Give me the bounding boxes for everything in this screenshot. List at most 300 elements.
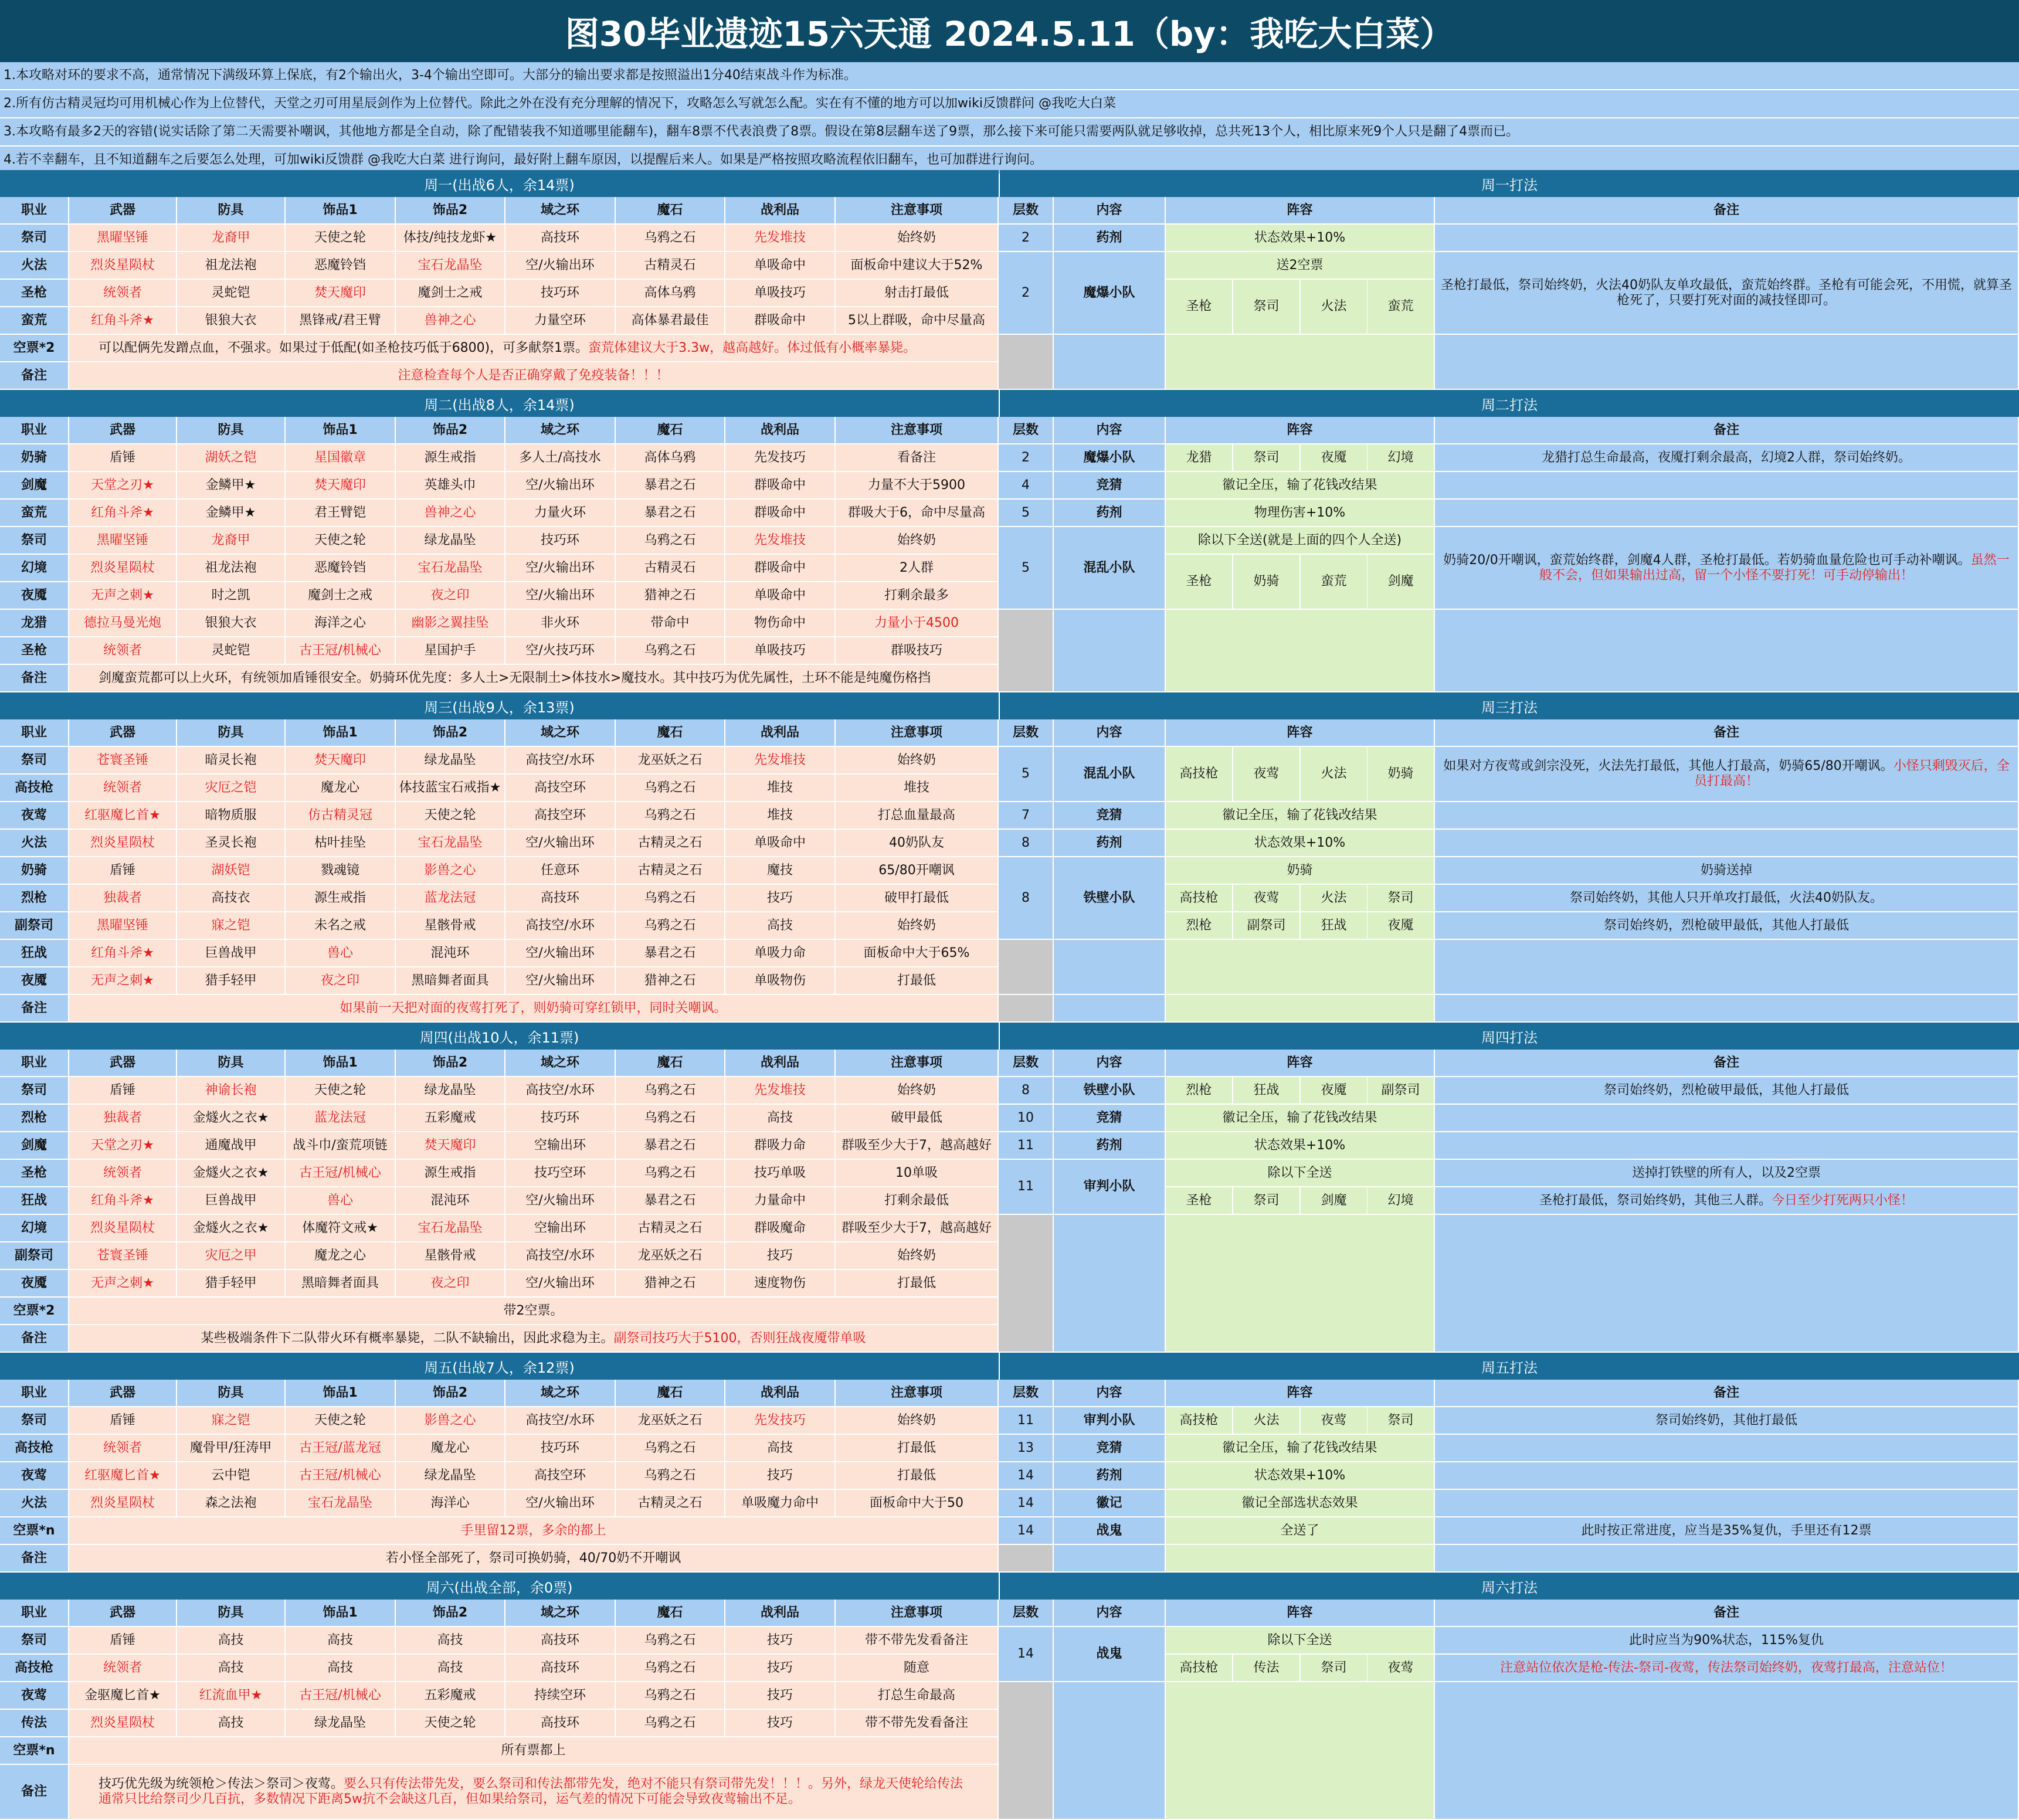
extra-row-text	[201, 1331, 866, 1346]
gear-cell: 高技	[396, 1627, 505, 1655]
gear-cell: 技巧	[725, 1710, 836, 1737]
gear-cell: 空/火输出环	[505, 830, 616, 857]
gear-cell: 盾锤	[69, 1627, 177, 1655]
gear-cell: 堆技	[725, 775, 836, 802]
extra-row-label: 备注	[0, 995, 69, 1023]
strategy-note	[1435, 1627, 2019, 1655]
gear-cell: 灵蛇铠	[177, 637, 286, 665]
lineup-cell: 除以下全送	[1166, 1160, 1435, 1187]
gear-cell: 黑曜坚锤	[69, 225, 177, 252]
lineup-member: 烈枪	[1166, 1077, 1233, 1105]
gear-cell: 战斗巾/蛮荒项链	[286, 1132, 396, 1160]
column-header: 饰品1	[286, 1600, 396, 1627]
extra-row-note	[69, 1765, 999, 1820]
gear-cell: 蓝龙法冠	[396, 885, 505, 912]
gear-cell: 单吸力命	[725, 940, 836, 967]
lineup-cell: 状态效果+10%	[1166, 1462, 1435, 1490]
content-cell	[1054, 995, 1166, 1023]
lineup-cell	[1166, 610, 1435, 692]
extra-row-text	[99, 671, 931, 686]
column-header: 注意事项	[836, 1600, 999, 1627]
gear-cell: 空/火输出环	[505, 1187, 616, 1215]
gear-cell: 技巧	[725, 1682, 836, 1710]
lineup-member: 高技枪	[1166, 1655, 1233, 1682]
layer-cell: 2	[999, 225, 1054, 252]
gear-cell: 非火环	[505, 610, 616, 637]
strategy-note	[1435, 1215, 2019, 1353]
day-strategy-title: 周三打法	[1000, 692, 2019, 719]
gear-cell: 始终奶	[836, 1077, 999, 1105]
lineup-member: 副祭司	[1368, 1077, 1435, 1105]
gear-cell: 蓝龙法冠	[286, 1105, 396, 1132]
strategy-note	[1435, 747, 2019, 802]
role-cell: 蛮荒	[0, 307, 69, 335]
note-text: 技巧优先级为统领枪＞传法＞祭司＞夜莺。	[99, 1777, 344, 1791]
strategy-note-text	[1500, 1661, 1953, 1676]
gear-cell: 始终奶	[836, 1242, 999, 1270]
day-section	[0, 390, 2019, 692]
lineup-member: 圣枪	[1166, 555, 1233, 610]
gear-cell: 无声之刺★	[69, 1270, 177, 1298]
column-header: 武器	[69, 719, 177, 747]
strategy-note	[1435, 1655, 2019, 1682]
content-cell: 竞猜	[1054, 1435, 1166, 1462]
gear-cell: 魔骨甲/狂涛甲	[177, 1435, 286, 1462]
layer-cell: 11	[999, 1132, 1054, 1160]
lineup-member: 蛮荒	[1368, 280, 1435, 335]
gear-cell: 夜之印	[396, 1270, 505, 1298]
gear-cell: 烈炎星陨杖	[69, 1490, 177, 1517]
role-cell: 火法	[0, 830, 69, 857]
layer-cell: 11	[999, 1160, 1054, 1215]
strategy-note-text	[1440, 759, 2013, 789]
lineup-cell: 物理伤害+10%	[1166, 500, 1435, 527]
gear-cell: 天使之轮	[286, 1407, 396, 1435]
extra-row-label: 备注	[0, 362, 69, 390]
role-cell: 圣枪	[0, 280, 69, 307]
gear-cell: 宝石龙晶坠	[286, 1490, 396, 1517]
column-header: 防具	[177, 1600, 286, 1627]
content-cell: 审判小队	[1054, 1407, 1166, 1435]
lineup-member: 祭司	[1368, 885, 1435, 912]
lineup-cell: 徽记全压，输了花钱改结果	[1166, 802, 1435, 830]
lineup-member: 剑魔	[1301, 1187, 1368, 1215]
column-header: 内容	[1054, 1380, 1166, 1407]
extra-row-note	[69, 1545, 999, 1573]
gear-cell: 红角斗斧★	[69, 500, 177, 527]
content-cell	[1054, 335, 1166, 390]
note-text: 若小怪全部死了，祭司可换奶骑，40/70奶不开嘲讽	[385, 1550, 681, 1566]
layer-cell: 14	[999, 1627, 1054, 1682]
gear-cell: 龙巫妖之石	[616, 1407, 725, 1435]
gear-cell: 技巧	[725, 885, 836, 912]
role-cell: 祭司	[0, 1407, 69, 1435]
gear-cell: 金鳞甲★	[177, 500, 286, 527]
column-header: 职业	[0, 1050, 69, 1077]
note-warning-text: 小怪只剩毁灭后，全员打最高！	[1694, 759, 2010, 789]
strategy-note	[1435, 1132, 2019, 1160]
strategy-note	[1435, 472, 2019, 500]
gear-cell: 寐之铠	[177, 912, 286, 940]
lineup-cell: 奶骑	[1166, 857, 1435, 885]
gear-cell: 多人土/高技水	[505, 444, 616, 472]
gear-cell: 统领者	[69, 1435, 177, 1462]
lineup-cell	[1166, 1682, 1435, 1820]
guide-note: 3.本攻略有最多2天的容错(说实话除了第二天需要补嘲讽，其他地方都是全自动，除了配错装我不知道哪里能翻车)，翻车8票不代表浪费了8票。假设在第8层翻车送了9票，那么接下来可能只需要两队就足够收掉，总共死13个人，相比原来死9个人只是翻了4票而已。	[0, 118, 2019, 147]
gear-cell: 面板命中大于65%	[836, 940, 999, 967]
role-cell: 祭司	[0, 747, 69, 775]
gear-cell: 星骸骨戒	[396, 1242, 505, 1270]
lineup-cell: 状态效果+10%	[1166, 225, 1435, 252]
role-cell: 传法	[0, 1710, 69, 1737]
gear-cell: 魔龙心	[396, 1435, 505, 1462]
role-cell: 龙猎	[0, 610, 69, 637]
gear-cell: 兽神之心	[396, 500, 505, 527]
gear-cell: 技巧	[725, 1655, 836, 1682]
strategy-note-text	[1570, 891, 1883, 906]
column-header: 饰品2	[396, 1600, 505, 1627]
strategy-note-text	[1440, 278, 2013, 308]
gear-cell: 乌鸦之石	[616, 802, 725, 830]
gear-cell: 宝石龙晶坠	[396, 252, 505, 280]
day-strategy-title: 周二打法	[1000, 390, 2019, 417]
gear-cell: 金鳞甲★	[177, 472, 286, 500]
content-cell: 铁壁小队	[1054, 1077, 1166, 1105]
gear-cell: 猎手轻甲	[177, 967, 286, 995]
gear-cell: 猎手轻甲	[177, 1270, 286, 1298]
content-cell: 魔爆小队	[1054, 444, 1166, 472]
gear-cell: 单吸技巧	[725, 280, 836, 307]
gear-cell: 盾锤	[69, 444, 177, 472]
gear-cell: 银狼大衣	[177, 610, 286, 637]
note-warning-text: 副祭司技巧大于5100，否则狂战夜魇带单吸	[613, 1330, 866, 1346]
role-cell: 夜莺	[0, 802, 69, 830]
gear-cell: 宝石龙晶坠	[396, 555, 505, 582]
lineup-cell: 除以下全送	[1166, 1627, 1435, 1655]
gear-cell: 源生戒指	[396, 1160, 505, 1187]
strategy-note	[1435, 335, 2019, 390]
strategy-note	[1435, 1160, 2019, 1187]
note-warning-text: 今日至少打死两只小怪！	[1772, 1193, 1914, 1208]
gear-cell: 40奶队友	[836, 830, 999, 857]
gear-cell: 无声之刺★	[69, 582, 177, 610]
column-header: 魔石	[616, 1600, 725, 1627]
gear-cell: 乌鸦之石	[616, 225, 725, 252]
column-header: 层数	[999, 197, 1054, 225]
gear-cell: 技巧	[725, 1627, 836, 1655]
gear-cell: 猎神之石	[616, 1270, 725, 1298]
gear-cell: 仿古精灵冠	[286, 802, 396, 830]
role-cell: 副祭司	[0, 912, 69, 940]
lineup-member: 圣枪	[1166, 280, 1233, 335]
note-text: 奶骑送掉	[1700, 863, 1752, 878]
strategy-note	[1435, 444, 2019, 472]
lineup-member: 狂战	[1233, 1077, 1301, 1105]
gear-cell: 空/火输出环	[505, 1270, 616, 1298]
column-header: 饰品2	[396, 719, 505, 747]
role-cell: 夜魇	[0, 967, 69, 995]
strategy-note-text	[1629, 1633, 1824, 1648]
column-header: 魔石	[616, 197, 725, 225]
gear-cell: 先发堆技	[725, 527, 836, 555]
lineup-member: 奶骑	[1368, 747, 1435, 802]
gear-cell: 单吸命中	[725, 582, 836, 610]
gear-cell: 高技空/水环	[505, 1242, 616, 1270]
strategy-note	[1435, 1490, 2019, 1517]
gear-cell: 统领者	[69, 1160, 177, 1187]
lineup-member: 蛮荒	[1301, 555, 1368, 610]
column-header: 层数	[999, 719, 1054, 747]
gear-cell: 星国护手	[396, 637, 505, 665]
note-text: 可以配俩先发蹭点血，不强求。如果过于低配(如圣枪技巧低于6800)，可多献祭1票。	[99, 340, 589, 355]
note-text: 祭司始终奶，其他打最低	[1655, 1412, 1797, 1428]
gear-cell: 技巧环	[505, 527, 616, 555]
gear-cell: 破甲最低	[836, 1105, 999, 1132]
column-header: 备注	[1435, 1050, 2019, 1077]
extra-row-label: 备注	[0, 1545, 69, 1573]
lineup-member: 副祭司	[1233, 912, 1301, 940]
gear-cell: 湖妖铠	[177, 857, 286, 885]
column-header: 备注	[1435, 1380, 2019, 1407]
gear-cell: 黑曜坚锤	[69, 527, 177, 555]
gear-cell: 兽心	[286, 940, 396, 967]
gear-cell: 技巧	[725, 1242, 836, 1270]
layer-cell: 5	[999, 500, 1054, 527]
gear-cell: 暴君之石	[616, 472, 725, 500]
note-text: 送掉打铁壁的所有人，以及2空票	[1632, 1165, 1821, 1180]
gear-cell: 龙裔甲	[177, 225, 286, 252]
gear-cell: 未名之戒	[286, 912, 396, 940]
role-cell: 剑魔	[0, 472, 69, 500]
gear-cell: 持续空环	[505, 1682, 616, 1710]
column-header: 武器	[69, 417, 177, 444]
extra-row-text	[504, 1303, 564, 1319]
layer-cell: 10	[999, 1105, 1054, 1132]
gear-cell: 龙裔甲	[177, 527, 286, 555]
gear-cell: 体魔符文戒★	[286, 1215, 396, 1242]
extra-row-note	[69, 1517, 999, 1545]
strategy-note	[1435, 802, 2019, 830]
layer-cell: 8	[999, 830, 1054, 857]
gear-cell: 天使之轮	[396, 1710, 505, 1737]
gear-cell: 技巧环	[505, 1105, 616, 1132]
extra-row-note	[69, 362, 999, 390]
lineup-member: 祭司	[1233, 280, 1301, 335]
gear-cell: 高技环	[505, 1627, 616, 1655]
gear-cell: 高技空环	[505, 802, 616, 830]
gear-cell: 乌鸦之石	[616, 1160, 725, 1187]
gear-cell: 恶魔铃铛	[286, 555, 396, 582]
gear-cell: 红角斗斧★	[69, 307, 177, 335]
column-header: 域之环	[505, 417, 616, 444]
gear-cell: 英雄头巾	[396, 472, 505, 500]
content-cell: 药剂	[1054, 1132, 1166, 1160]
role-cell: 幻境	[0, 1215, 69, 1242]
column-header: 内容	[1054, 1600, 1166, 1627]
column-header: 武器	[69, 1380, 177, 1407]
column-header: 备注	[1435, 719, 2019, 747]
lineup-cell: 状态效果+10%	[1166, 830, 1435, 857]
day-section	[0, 1023, 2019, 1353]
strategy-note	[1435, 1105, 2019, 1132]
gear-cell: 云中铠	[177, 1462, 286, 1490]
gear-cell: 夜之印	[286, 967, 396, 995]
gear-cell: 技巧环	[505, 1435, 616, 1462]
role-cell: 圣枪	[0, 1160, 69, 1187]
gear-cell: 烈炎星陨杖	[69, 830, 177, 857]
lineup-member: 龙猎	[1166, 444, 1233, 472]
column-header: 战利品	[725, 1380, 836, 1407]
content-cell	[1054, 1682, 1166, 1820]
column-header: 职业	[0, 417, 69, 444]
strategy-note	[1435, 252, 2019, 335]
gear-cell: 空/火输出环	[505, 252, 616, 280]
gear-cell: 空/火输出环	[505, 1490, 616, 1517]
gear-cell: 技巧	[725, 1462, 836, 1490]
gear-cell: 群吸力命	[725, 1132, 836, 1160]
guide-note: 2.所有仿古精灵冠均可用机械心作为上位替代，天堂之刃可用星辰剑作为上位替代。除此之外在没有充分理解的情况下，攻略怎么写就怎么配。实在有不懂的地方可以加wiki反馈群问 @我吃大白菜	[0, 90, 2019, 118]
gear-cell: 宝石龙晶坠	[396, 830, 505, 857]
role-cell: 夜莺	[0, 1682, 69, 1710]
day-lineup-title: 周二(出战8人，余14票)	[0, 390, 999, 417]
gear-cell: 空/火输出环	[505, 472, 616, 500]
gear-cell: 乌鸦之石	[616, 1435, 725, 1462]
content-cell: 药剂	[1054, 830, 1166, 857]
strategy-note	[1435, 940, 2019, 995]
content-cell: 铁壁小队	[1054, 857, 1166, 940]
column-header: 阵容	[1166, 719, 1435, 747]
column-header: 战利品	[725, 1600, 836, 1627]
gear-cell: 堆技	[836, 775, 999, 802]
column-header: 战利品	[725, 417, 836, 444]
extra-row-label: 空票*2	[0, 1298, 69, 1325]
layer-cell	[999, 940, 1054, 995]
gear-cell: 黑暗舞者面具	[396, 967, 505, 995]
column-header: 内容	[1054, 197, 1166, 225]
gear-cell: 先发技巧	[725, 1407, 836, 1435]
column-header: 职业	[0, 197, 69, 225]
gear-cell: 乌鸦之石	[616, 1682, 725, 1710]
content-cell: 药剂	[1054, 500, 1166, 527]
gear-cell: 红角斗斧★	[69, 940, 177, 967]
gear-cell: 寐之铠	[177, 1407, 286, 1435]
gear-cell: 群吸至少大于7，越高越好	[836, 1132, 999, 1160]
role-cell: 夜魇	[0, 582, 69, 610]
note-text: 所有票都上	[501, 1743, 566, 1758]
strategy-note-text	[1604, 1083, 1849, 1098]
gear-cell: 始终奶	[836, 1407, 999, 1435]
day-strategy-title: 周六打法	[1000, 1573, 2019, 1600]
content-cell: 战鬼	[1054, 1517, 1166, 1545]
gear-cell: 戮魂镜	[286, 857, 396, 885]
lineup-member: 夜莺	[1233, 747, 1301, 802]
gear-cell: 群吸至少大于7，越高越好	[836, 1215, 999, 1242]
gear-cell: 先发堆技	[725, 225, 836, 252]
gear-cell: 灾厄之铠	[177, 775, 286, 802]
column-header: 饰品1	[286, 417, 396, 444]
column-header: 域之环	[505, 719, 616, 747]
layer-cell	[999, 1545, 1054, 1573]
lineup-member: 火法	[1233, 1407, 1301, 1435]
gear-cell: 龙巫妖之石	[616, 1242, 725, 1270]
note-text: 此时按正常进度，应当是35%复仇，手里还有12票	[1581, 1523, 1872, 1538]
gear-cell: 绿龙晶坠	[286, 1710, 396, 1737]
role-cell: 烈枪	[0, 885, 69, 912]
content-cell: 魔爆小队	[1054, 252, 1166, 335]
gear-cell: 绿龙晶坠	[396, 1077, 505, 1105]
gear-cell: 银狼大衣	[177, 307, 286, 335]
column-header: 防具	[177, 197, 286, 225]
column-header: 注意事项	[836, 197, 999, 225]
column-header: 层数	[999, 1050, 1054, 1077]
gear-cell: 盾锤	[69, 857, 177, 885]
gear-cell: 空输出环	[505, 1215, 616, 1242]
content-cell	[1054, 1545, 1166, 1573]
lineup-member: 传法	[1233, 1655, 1301, 1682]
gear-cell: 高体乌鸦	[616, 280, 725, 307]
gear-cell: 空/火输出环	[505, 582, 616, 610]
gear-cell: 苍寰圣锤	[69, 747, 177, 775]
gear-cell: 带不带先发看备注	[836, 1710, 999, 1737]
gear-cell: 技巧空环	[505, 1160, 616, 1187]
layer-cell: 13	[999, 1435, 1054, 1462]
gear-cell: 混沌环	[396, 940, 505, 967]
column-header: 饰品1	[286, 1050, 396, 1077]
gear-cell: 君王臂铠	[286, 500, 396, 527]
gear-cell: 通魔战甲	[177, 1132, 286, 1160]
gear-cell: 破甲打最低	[836, 885, 999, 912]
gear-cell: 兽心	[286, 1187, 396, 1215]
column-header: 域之环	[505, 1050, 616, 1077]
note-text: 带2空票。	[503, 1303, 564, 1318]
gear-cell: 源生戒指	[396, 444, 505, 472]
gear-cell: 空/火输出环	[505, 940, 616, 967]
day-lineup-title: 周五(出战7人，余12票)	[0, 1353, 999, 1380]
gear-cell: 技巧环	[505, 280, 616, 307]
strategy-note	[1435, 1407, 2019, 1435]
gear-cell: 堆技	[725, 802, 836, 830]
column-header: 饰品2	[396, 1050, 505, 1077]
lineup-cell: 徽记全压，输了花钱改结果	[1166, 1105, 1435, 1132]
role-cell: 祭司	[0, 527, 69, 555]
gear-cell: 古王冠/蓝龙冠	[286, 1435, 396, 1462]
gear-cell: 巨兽战甲	[177, 940, 286, 967]
note-warning-text: 注意站位依次是枪-传法-祭司-夜莺，传法祭司始终奶，夜莺打最高，注意站位！	[1500, 1660, 1953, 1675]
note-warning-text: 要么只有传法带先发，要么祭司和传法都带先发，绝对不能只有祭司带先发！！！。另外，绿龙天使轮给传法通常只比给祭司少几百抗，多数情况下距离5w抗不会缺这几百，但如果给祭司，运气差的情况下可能会导致夜莺输出不足。	[99, 1777, 963, 1807]
role-cell: 高技枪	[0, 1655, 69, 1682]
gear-cell: 魔龙心	[286, 775, 396, 802]
strategy-note	[1435, 1187, 2019, 1215]
role-cell: 火法	[0, 252, 69, 280]
lineup-cell	[1166, 1545, 1435, 1573]
gear-cell: 高技	[286, 1627, 396, 1655]
gear-cell: 始终奶	[836, 747, 999, 775]
gear-cell: 金燧火之衣★	[177, 1215, 286, 1242]
gear-cell: 带不带先发看备注	[836, 1627, 999, 1655]
lineup-cell: 全送了	[1166, 1517, 1435, 1545]
role-cell: 高技枪	[0, 775, 69, 802]
gear-cell: 单吸技巧	[725, 637, 836, 665]
gear-cell: 乌鸦之石	[616, 1462, 725, 1490]
lineup-member: 火法	[1301, 747, 1368, 802]
gear-cell: 体技蓝宝石戒指★	[396, 775, 505, 802]
lineup-member: 圣枪	[1166, 1187, 1233, 1215]
gear-cell: 高技	[725, 912, 836, 940]
column-header: 防具	[177, 719, 286, 747]
gear-cell: 打总生命最高	[836, 1682, 999, 1710]
lineup-member: 烈枪	[1166, 912, 1233, 940]
gear-cell: 打最低	[836, 967, 999, 995]
